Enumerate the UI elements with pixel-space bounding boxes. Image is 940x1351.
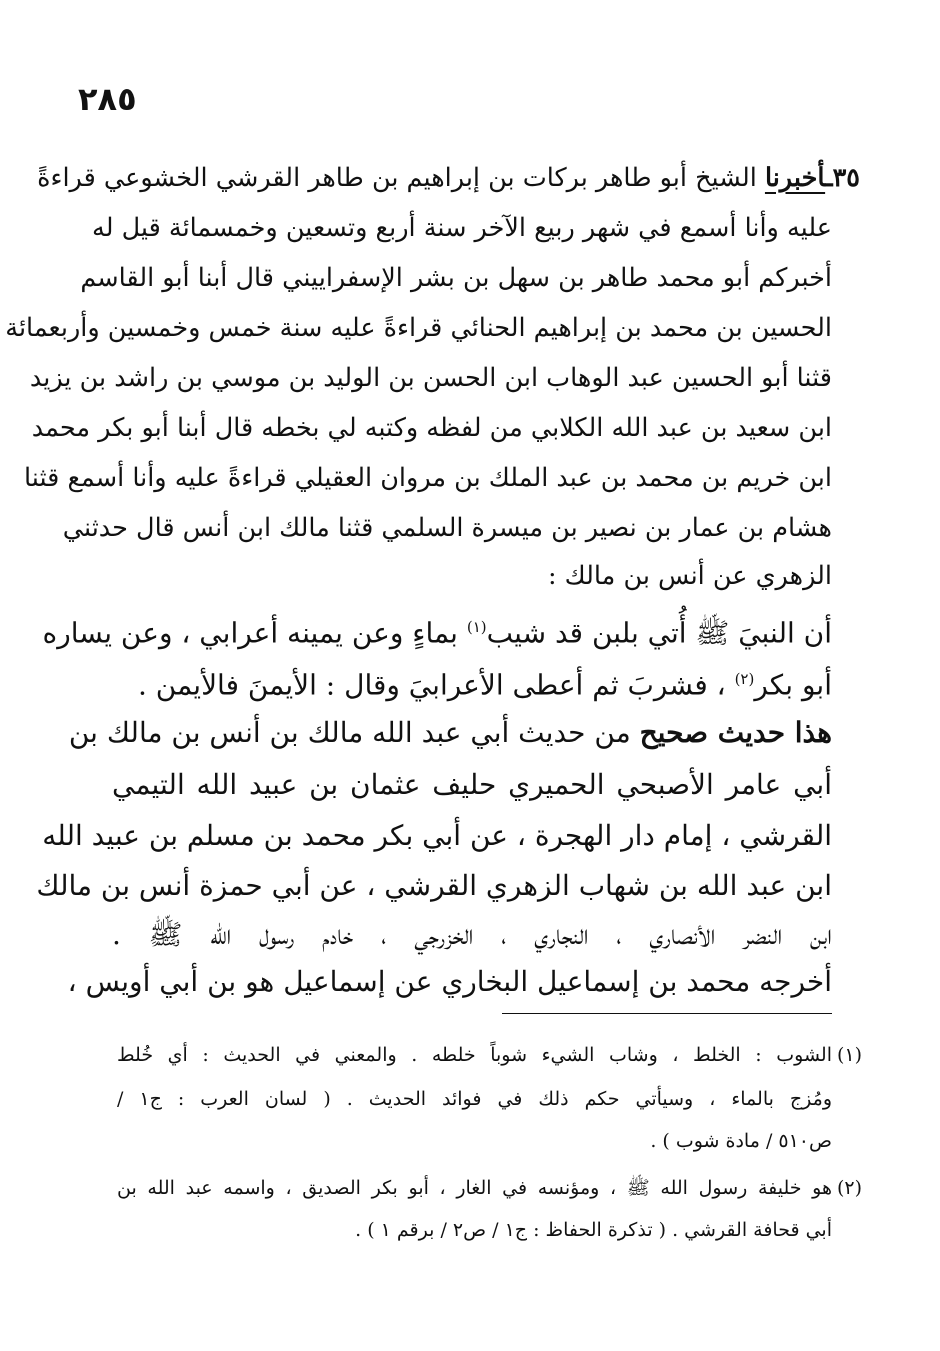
commentary-line-1 [68, 713, 832, 753]
footnote-ref-2: (٢) [734, 670, 755, 688]
footnote-1-line-3: ص٥١٠ / مادة شوب ) . [650, 1130, 832, 1152]
hadith-line-1-text: الشيخ أبو طاهر بركات بن إبراهيم بن طاهر القرشي الخشوعي قراءةً [37, 163, 757, 193]
hadith-number: ٣٥ـ [825, 163, 860, 193]
hadith-line-2: عليه وأنا أسمع في شهر ربيع الآخر سنة أربع وتسعين وخمسمائة قيل له [92, 213, 832, 243]
footnote-2-line-1: هو خليفة رسول الله ﷺ ، ومؤنسه في الغار ، أبو بكر الصديق ، واسمه عبد الله بن [117, 1177, 832, 1199]
footnote-divider [502, 1013, 832, 1014]
hadith-line-5: قثنا أبو الحسين عبد الوهاب ابن الحسن بن الوليد بن موسي بن راشد بن يزيد [29, 363, 832, 393]
footnote-2-line-2: أبي قحافة القرشي . ( تذكرة الحفاظ : ج١ / ص٢ / برقم ١ ) . [355, 1219, 832, 1241]
commentary-line-3: القرشي ، إمام دار الهجرة ، عن أبي بكر محمد بن مسلم بن عبيد الله [42, 819, 832, 852]
hadith-line-8: هشام بن عمار بن نصير بن ميسرة السلمي قثنا مالك ابن أنس قال حدثني [62, 513, 832, 543]
commentary-line-2: أبي عامر الأصبحي الحميري حليف عثمان بن عبيد الله التيمي [112, 768, 832, 801]
matn-line-1-a: أن النبيَ ﷺ أُتي بلبن قد شيب [486, 616, 832, 650]
hadith-line-9: الزهري عن أنس بن مالك : [547, 561, 832, 591]
matn-line-2 [138, 659, 832, 705]
commentary-line-6: أخرجه محمد بن إسماعيل البخاري عن إسماعيل هو بن أبي أويس ، [67, 965, 832, 998]
matn-line-2-a: أبو بكر [754, 668, 832, 702]
hadith-lead: أخبرنا [764, 163, 826, 193]
commentary-line-4: ابن عبد الله بن شهاب الزهري القرشي ، عن أبي حمزة أنس بن مالك [36, 869, 832, 902]
footnote-1-line-1: الشوب : الخلط ، وشاب الشيء شوباً خلطه . والمعني في الحديث : أي خُلط [117, 1044, 832, 1066]
page-number: ٢٨٥ [78, 80, 137, 118]
footnote-1-line-2: ومُزج بالماء ، وسيأتي حكم ذلك في فوائد الحديث . ( لسان العرب : ج١ / [117, 1088, 832, 1110]
matn-line-1-b: بماءٍ وعن يمينه أعرابي ، وعن يساره [42, 616, 467, 650]
footnote-1-marker: (١) [836, 1044, 862, 1066]
hadith-line-3: أخبركم أبو محمد طاهر بن سهل بن بشر الإسفراييني قال أبنا أبو القاسم [80, 263, 832, 293]
matn-line-2-b: ، فشربَ ثم أعطى الأعرابيَ وقال : الأيمنَ فالأيمن . [137, 668, 735, 702]
hadith-line-1 [37, 158, 860, 198]
matn-line-1 [42, 607, 832, 653]
hadith-line-6: ابن سعيد بن عبد الله الكلابي من لفظه وكتبه لي بخطه قال أبنا أبو بكر محمد [31, 413, 832, 443]
hadith-line-4: الحسين بن محمد بن إبراهيم الحنائي قراءةً عليه سنة خمس وخمسين وأربعمائة [5, 313, 832, 343]
footnote-2-marker: (٢) [836, 1177, 862, 1199]
footnote-ref-1: (١) [466, 618, 487, 636]
commentary-line-5: ابن النضر الأنصاري ، النجاري ، الخزرجي ، خادم رسول الله ﷺ . [112, 918, 832, 951]
hadith-line-7: ابن خريم بن محمد بن عبد الملك بن مروان العقيلي قراءةً عليه وأنا أسمع قثنا [24, 463, 832, 493]
commentary-line-1-text: من حديث أبي عبد الله مالك بن أنس بن مالك بن [68, 716, 640, 749]
commentary-lead: هذا حديث صحيح [639, 716, 832, 749]
